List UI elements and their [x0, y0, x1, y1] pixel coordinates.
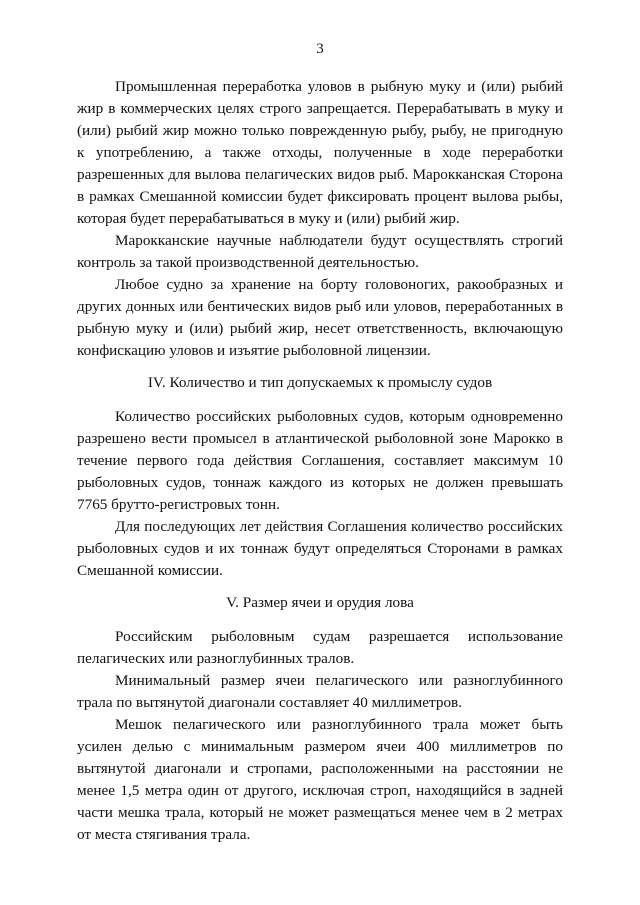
paragraph-mesh-size: Минимальный размер ячеи пелагического или разноглубинного трала по вытянутой диагонали составляет 40 миллиметров. [77, 672, 563, 711]
paragraph-observers: Марокканские научные наблюдатели будут осуществлять строгий контроль за такой производственной деятельностью. [77, 232, 563, 271]
section-heading-iv: IV. Количество и тип допускаемых к промыслу судов [147, 374, 493, 391]
document-body [77, 76, 563, 846]
paragraph-liability: Любое судно за хранение на борту головоногих, ракообразных и других донных или бентических видов рыб или уловов, переработанных в рыбную муку и (или) рыбий жир, несет ответственность, включающую конфискацию уловов и изъятие рыболовной лицензии. [77, 276, 563, 359]
paragraph-trawls-allowed: Российским рыболовным судам разрешается использование пелагических или разноглубинных тралов. [77, 628, 563, 667]
page-number: 3 [316, 41, 324, 57]
paragraph-subsequent-years: Для последующих лет действия Соглашения количество российских рыболовных судов и их тоннаж будут определяться Сторонами в рамках Смешанной комиссии. [77, 518, 563, 579]
paragraph-vessel-count: Количество российских рыболовных судов, которым одновременно разрешено вести промысел в атлантической рыболовной зоне Марокко в течение первого года действия Соглашения, составляет максимум 10 рыболовных судов, тоннаж каждого из которых не должен превышать 7765 брутто-регистровых тонн. [77, 408, 563, 513]
paragraph-codend-reinforcement: Мешок пелагического или разноглубинного трала может быть усилен делью с минимальным размером ячеи 400 миллиметров по вытянутой диагонали и стропами, расположенными на расстоянии не менее 1,5 метра один от другого, исключая строп, находящийся в задней части мешка трала, который не может размещаться менее чем в 2 метрах от места стягивания трала. [77, 716, 563, 843]
paragraph-processing-ban: Промышленная переработка уловов в рыбную муку и (или) рыбий жир в коммерческих целях строго запрещается. Перерабатывать в муку и (или) рыбий жир можно только поврежденную рыбу, рыбу, не пригодную к употреблению, а также отходы, полученные в ходе переработки разрешенных для вылова пелагических видов рыб. Марокканская Сторона в рамках Смешанной комиссии будет фиксировать процент вылова рыбы, которая будет перерабатываться в муку и (или) рыбий жир. [77, 78, 563, 227]
section-heading-v: V. Размер ячеи и орудия лова [226, 594, 414, 611]
